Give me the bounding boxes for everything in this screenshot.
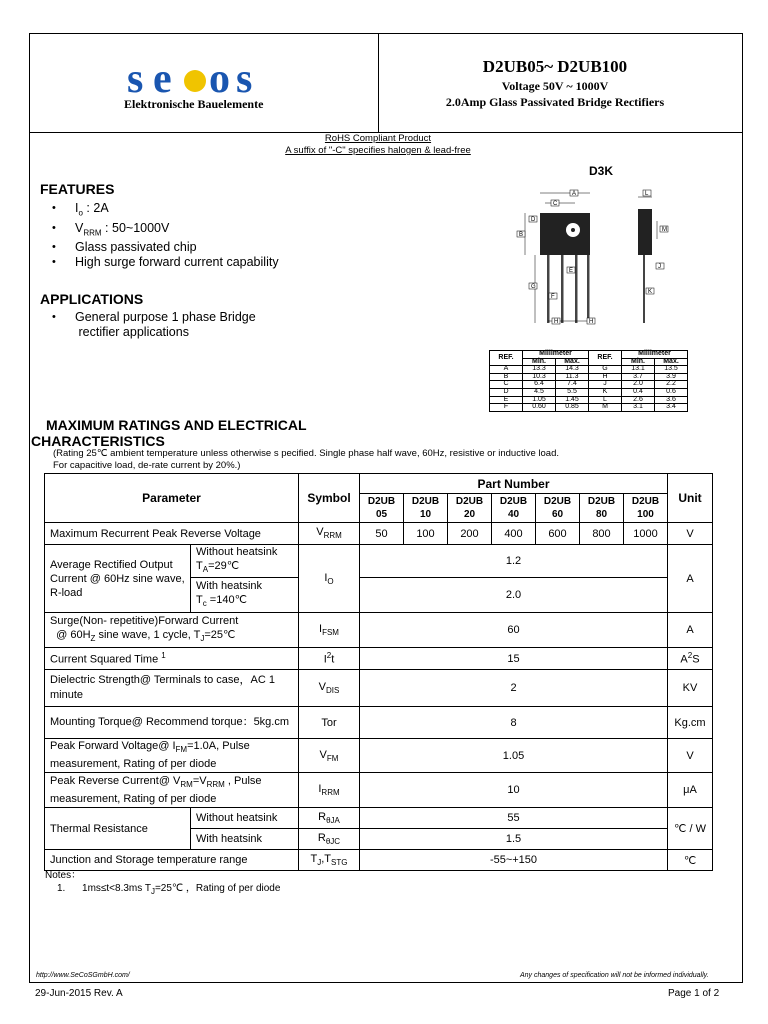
table-row: Dielectric Strength@ Terminals to case，AC 1 minute $V_{DIS}$ 2 KV [45,670,713,707]
table-row: With heatsink $R_{\theta JC}$ 1.5 [45,829,713,850]
part-col: D2UB 05 [360,494,404,523]
dim-label: E [569,268,574,274]
table-row: A 13.3 14.3 G 13.1 13.5 [490,366,688,374]
svg-text:s: s [127,63,143,95]
dim-label: D [531,217,536,223]
footer-date: 29-Jun-2015 Rev. A [35,988,123,999]
package-drawing [505,183,685,338]
header-part-number: Part Number [360,474,668,494]
list-item: • High surge forward current capability [40,255,279,270]
voltage-range: Voltage 50V ~ 1000V [501,79,609,93]
dim-label: B [519,232,524,238]
table-row: C 6.4 7.4 J 2.0 2.2 [490,381,688,389]
features-list [40,201,279,270]
dim-label: C [553,201,558,207]
secos-logo [127,63,285,100]
ratings-table [44,473,713,871]
dim-label: M [662,227,667,233]
notes-title: Notes： [45,870,82,881]
part-col: D2UB 10 [404,494,448,523]
table-row: Average Rectified Output Current @ 60Hz sine wave, R-load Without heatsink $T_A=29℃$ $I_O$ 1.2 A [45,545,713,578]
dimension-table: REF. Millimeter REF. Millimeter Min. Max. Min. Max. A 13.3 14.3 G 13.1 13.5 B 10.3 11.3 H 3.7 3.9 C 6.4 7.4 J 2.0 2.2 D 4.5 5.5 K 0.4 0.6 E 1.05 1.45 L 2.6 3.6 F 0.60 0.85 M 3.1 3.4 [489,350,688,412]
package-name: D3K [589,164,614,178]
svg-text:e: e [153,63,172,95]
table-row: Thermal Resistance Without heatsink $R_{\theta JA}$ 55 ℃ / W [45,808,713,829]
table-row: Junction and Storage temperature range $T_J,T_{STG}$ -55~+150 ℃ [45,850,713,871]
list-item: • General purpose 1 phase Bridge rectifier applications [40,310,256,340]
ratings-note: (Rating 25℃ ambient temperature unless otherwise s pecified. Single phase half wave, 60Hz, resistive or inductive load. For capacitive load, de-rate current by 20%.) [53,448,559,471]
ratings-title-line2: CHARACTERISTICS [31,433,165,449]
part-col: D2UB 100 [624,494,668,523]
list-item: • Glass passivated chip [40,240,279,255]
table-row: Peak Reverse Current@ $V_{RM}=V_{RRM}$ , Pulse measurement, Rating of per diode $I_{RRM}$ 10 μA [45,773,713,808]
table-row: With heatsink $T_c$ =140℃ 2.0 [45,578,713,613]
dim-label: L [645,191,649,197]
header-parameter: Parameter [45,474,299,523]
company-name: Elektronische Bauelemente [124,97,264,111]
features-title: FEATURES [40,181,115,197]
applications-list [40,310,256,340]
table-row: Peak Forward Voltage@ $I_{FM}=1.0A$, Pulse measurement, Rating of per diode $V_{FM}$ 1.05 V [45,739,713,773]
part-col: D2UB 20 [448,494,492,523]
svg-text:s: s [236,63,253,95]
part-col: D2UB 60 [536,494,580,523]
footer-url[interactable]: http://www.SeCoSGmbH.com/ [36,972,130,979]
dim-label: J [658,264,661,270]
note-1: 1. 1ms≤t<8.3ms $T_J=25℃$ ，Rating of per diode [57,883,281,896]
applications-title: APPLICATIONS [40,291,144,307]
list-item: • $I_o$ : 2A [40,201,279,221]
dim-label: H [589,319,594,325]
table-row: F 0.60 0.85 M 3.1 3.4 [490,404,688,412]
part-col: D2UB 80 [580,494,624,523]
dim-label: A [572,191,577,197]
table-row: B 10.3 11.3 H 3.7 3.9 [490,373,688,381]
part-col: D2UB 40 [492,494,536,523]
table-row: D 4.5 5.5 K 0.4 0.6 [490,388,688,396]
header-symbol: Symbol [299,474,360,523]
svg-text:o: o [209,63,230,95]
table-row: Current Squared Time $^1$ $I^2t$ 15 $A^2S$ [45,648,713,670]
table-row: Maximum Recurrent Peak Reverse Voltage $V_{RRM}$ 50 100 200 400 600 800 1000 V [45,523,713,545]
table-row: Surge(Non- repetitive)Forward Current @ $60H_Z$ sine wave, 1 cycle, $T_J=25℃$ $I_{FSM}$ 60 A [45,613,713,648]
product-description: 2.0Amp Glass Passivated Bridge Rectifiers [445,95,665,109]
footer-disclaimer: Any changes of specification will not be informed individually. [520,972,709,979]
dim-label: K [648,289,653,295]
rohs-note: RoHS Compliant Product A suffix of "-C" specifies halogen & lead-free [285,133,471,156]
header-unit: Unit [668,474,713,523]
table-row: Mounting Torque@ Recommend torque：5kg.cm Tor 8 Kg.cm [45,707,713,739]
dim-label: H [554,319,559,325]
table-row: E 1.05 1.45 L 2.6 3.6 [490,396,688,404]
list-item: • $V_{RRM}$ : 50~1000V [40,221,279,241]
dim-label: G [531,284,536,290]
ratings-title-line1: MAXIMUM RATINGS AND ELECTRICAL [46,417,307,433]
dim-label: F [551,294,555,300]
footer-page: Page 1 of 2 [668,988,720,999]
part-title: D2UB05~ D2UB100 [482,57,628,76]
